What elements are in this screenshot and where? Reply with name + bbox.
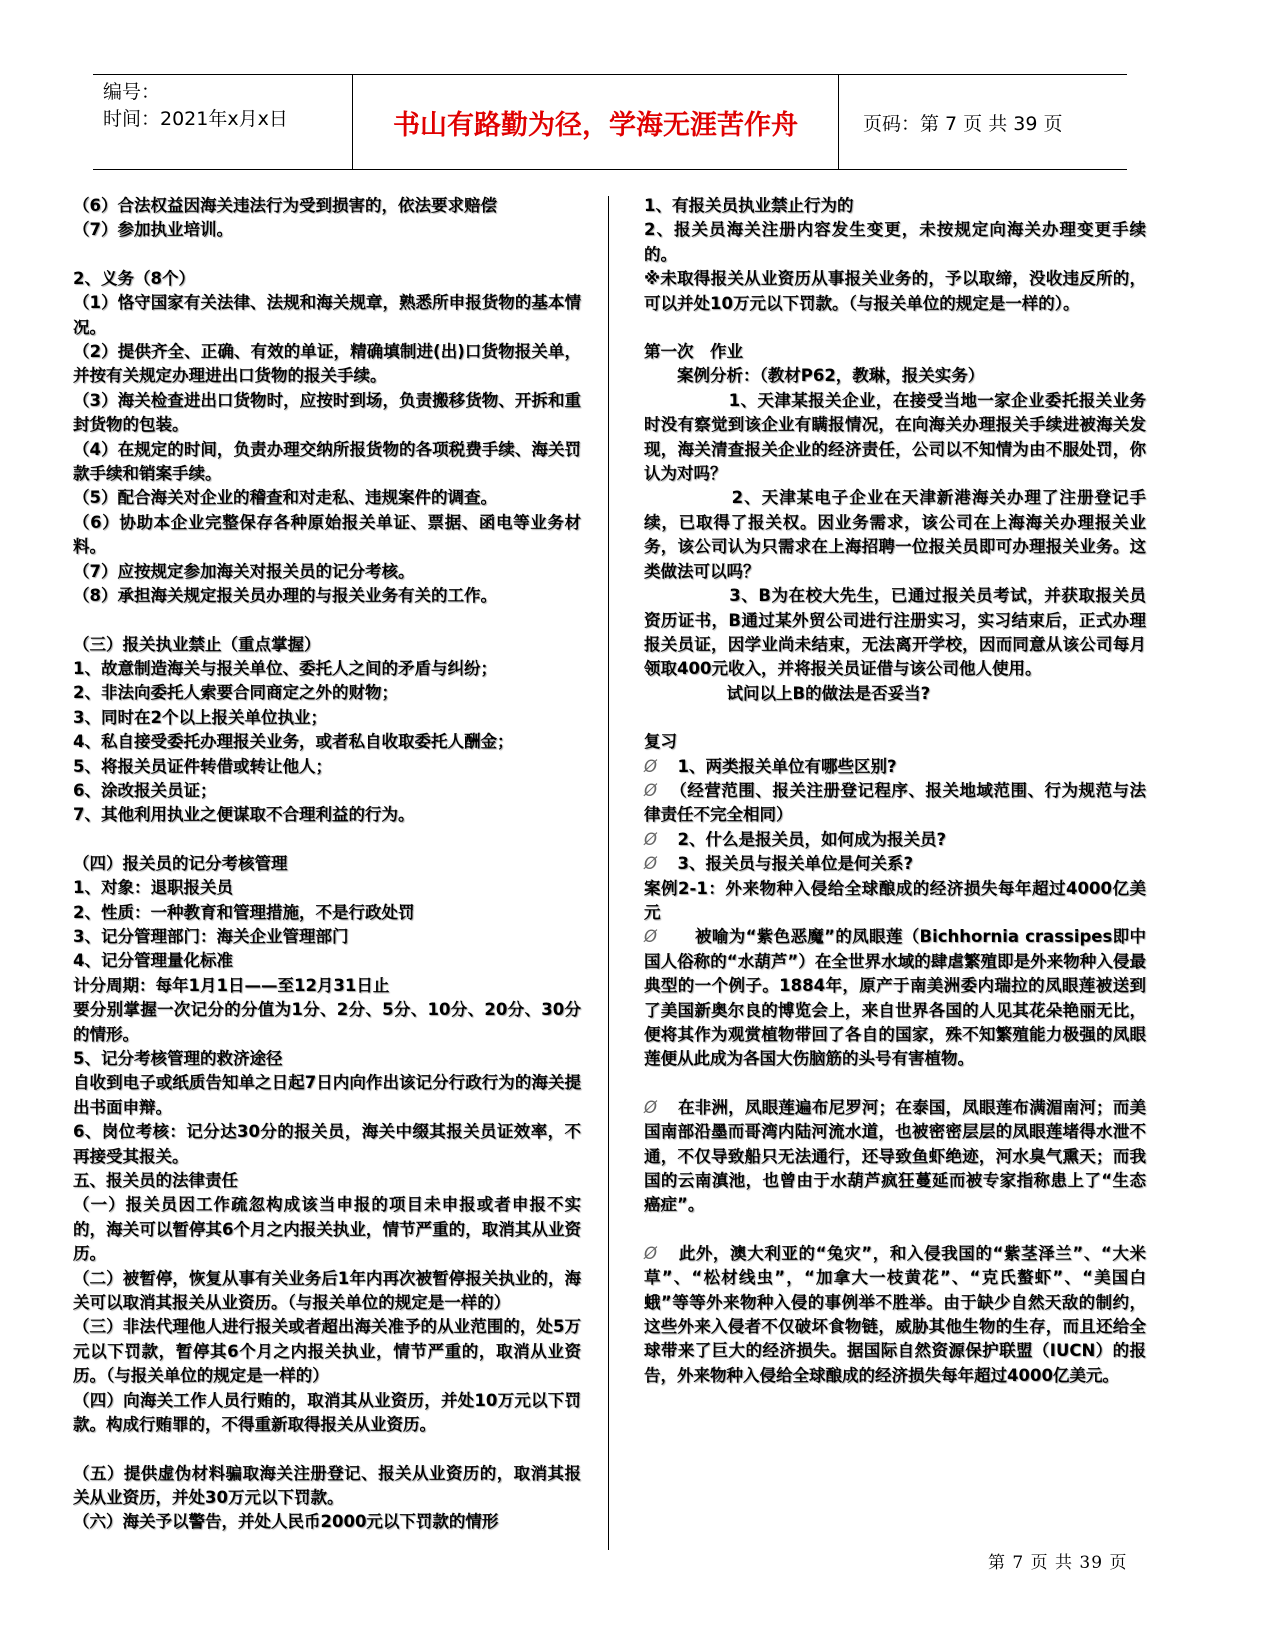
paragraph: [73, 1267, 581, 1316]
paragraph: [73, 657, 581, 681]
paragraph: [644, 828, 1146, 852]
paragraph: [73, 511, 581, 560]
paragraph-text: 2、性质：一种教育和管理措施，不是行政处罚: [73, 902, 415, 922]
left-text-column: [73, 194, 581, 1535]
paragraph: [644, 730, 1146, 754]
paragraph-text: 2、非法向委托人索要合同商定之外的财物；: [73, 683, 398, 703]
paragraph: [73, 803, 581, 827]
bullet-mark-icon: Ø: [644, 829, 657, 849]
paragraph-text: 被喻为“紫色恶魔”的凤眼莲（Bichhornia crassipes即中国人俗称的“水葫芦”）在全世界水域的肆虐繁殖即是外来物种入侵最典型的一个例子。1884年，原产于南美洲委内瑞拉的凤眼莲被送到了美国新奥尔良的博览会上，来自世界各国的人见其花朵艳丽无比，便将其作为观赏植物带回了各自的国家，殊不知繁殖能力极强的凤眼莲便从此成为各国大伤脑筋的头号有害植物。: [644, 927, 1146, 1069]
paragraph-text: 第一次 作业: [644, 342, 743, 362]
paragraph: [73, 1462, 581, 1511]
paragraph: [73, 1120, 581, 1169]
paragraph-text: （8）承担海关规定报关员办理的与报关业务有关的工作。: [73, 586, 497, 606]
paragraph-text: 计分周期：每年1月1日——至12月31日止: [73, 975, 390, 995]
paragraph: [73, 1169, 581, 1193]
page-footer: 第 7 页 共 39 页: [988, 1553, 1128, 1573]
paragraph-text: （7）应按规定参加海关对报关员的记分考核。: [73, 561, 415, 581]
right-text-column: [644, 194, 1146, 1388]
paragraph-text: （二）被暂停，恢复从事有关业务后1年内再次被暂停报关执业的，海关可以取消其报关从业资历。（与报关单位的规定是一样的）: [73, 1268, 581, 1313]
paragraph-text: （四）向海关工作人员行贿的，取消其从业资历，并处10万元以下罚款。构成行贿罪的，不得重新取得报关从业资历。: [73, 1390, 581, 1435]
paragraph-text: 1、故意制造海关与报关单位、委托人之间的矛盾与纠纷；: [73, 658, 497, 678]
paragraph-text: （6）协助本企业完整保存各种原始报关单证、票据、函电等业务材料。: [73, 512, 581, 557]
paragraph-text: 案例分析：（教材P62，教琳，报关实务）: [644, 366, 985, 386]
paragraph-text: 1、对象：退职报关员: [73, 878, 233, 898]
paragraph-text: 1、天津某报关企业，在接受当地一家企业委托报关业务时没有察觉到该企业有瞒报情况，在向海关办理报关手续进被海关发现，海关清查报关企业的经济责任，公司以不知情为由不服处罚，你认为对吗？: [644, 390, 1146, 484]
paragraph: [73, 730, 581, 754]
bullet-mark-icon: Ø: [644, 756, 657, 776]
paragraph-text: （6）合法权益因海关违法行为受到损害的，依法要求赔偿: [73, 196, 497, 215]
document-time-label: 时间：2021年x月x日: [103, 108, 288, 130]
header-page-info: 页码：第 7 页 共 39 页: [863, 112, 1063, 135]
paragraph-text: 2、报关员海关注册内容发生变更，未按规定向海关办理变更手续的。: [644, 220, 1146, 264]
paragraph-text: 自收到电子或纸质告知单之日起7日内向作出该记分行政行为的海关提出书面申辩。: [73, 1073, 581, 1117]
paragraph: [73, 681, 581, 705]
paragraph: [73, 1315, 581, 1388]
paragraph-text: （4）在规定的时间，负责办理交纳所报货物的各项税费手续、海关罚款手续和销案手续。: [73, 439, 581, 484]
paragraph: [73, 486, 581, 510]
paragraph: [644, 682, 1146, 706]
paragraph-text: 5、将报关员证件转借或转让他人；: [73, 756, 332, 776]
paragraph-text: （五）提供虚伪材料骗取海关注册登记、报关从业资历的，取消其报关从业资历，并处30万元以下罚款。: [73, 1463, 581, 1507]
paragraph-text: 2、天津某电子企业在天津新港海关办理了注册登记手续，已取得了报关权。因业务需求，该公司在上海海关办理报关业务，该公司认为只需求在上海招聘一位报关员即可办理报关业务。这类做法可以吗？: [644, 488, 1146, 581]
paragraph-text: 此外，澳大利亚的“兔灾”，和入侵我国的“紫茎泽兰”、“大米草”、“松材线虫”，“加拿大一枝黄花”、“克氏螯虾”、“美国白蛾”等等外来物种入侵的事例举不胜举。由于缺少自然天敌的制约，这些外来入侵者不仅破坏食物链，威胁其他生物的生存，而且还给全球带来了巨大的经济损失。据国际自然资源保护联盟（IUCN）的报告，外来物种入侵给全球酿成的经济损失每年超过4000亿美元。: [644, 1243, 1146, 1385]
paragraph-text: ※未取得报关从业资历从事报关业务的，予以取缔，没收违反所的，可以并处10万元以下罚款。（与报关单位的规定是一样的）。: [644, 269, 1146, 313]
paragraph-text: 3、同时在2个以上报关单位执业；: [73, 707, 327, 727]
paragraph: [644, 1096, 1146, 1218]
paragraph-text: 要分别掌握一次记分的分值为1分、2分、5分、10分、20分、30分的情形。: [73, 1000, 581, 1044]
paragraph-text: （7）参加执业培训。: [73, 220, 233, 240]
paragraph-text: 4、私自接受委托办理报关业务，或者私自收取委托人酬金；: [73, 732, 514, 752]
paragraph: [73, 340, 581, 389]
paragraph: [644, 925, 1146, 1071]
paragraph: [644, 364, 1146, 388]
paragraph: [73, 218, 581, 242]
paragraph: [73, 974, 581, 998]
paragraph-text: 试问以上B的做法是否妥当?: [644, 683, 931, 703]
paragraph-text: 复习: [644, 732, 677, 752]
paragraph: [73, 876, 581, 900]
paragraph: [644, 584, 1146, 682]
paragraph: [73, 925, 581, 949]
paragraph-text: （一）报关员因工作疏忽构成该当申报的项目未申报或者申报不实的，海关可以暂停其6个月之内报关执业，情节严重的，取消其从业资历。: [73, 1195, 581, 1264]
bullet-mark-icon: Ø: [644, 927, 657, 947]
paragraph-text: 五、报关员的法律责任: [73, 1171, 238, 1191]
paragraph: [73, 1389, 581, 1438]
paragraph-text: 案例2-1：外来物种入侵给全球酿成的经济损失每年超过4000亿美元: [644, 878, 1146, 922]
paragraph-text: （经营范围、报关注册登记程序、报关地域范围、行为规范与法律责任不完全相同）: [644, 780, 1146, 825]
paragraph-text: （三）报关执业禁止（重点掌握）: [73, 634, 321, 654]
paragraph-text: 在非洲，凤眼莲遍布尼罗河；在泰国，凤眼莲布满湄南河；而美国南部沿墨而哥湾内陆河流水道，也被密密层层的凤眼莲堵得水泄不通，不仅导致船只无法通行，还导致鱼虾绝迹，河水臭气熏天；而我国的云南滇池，也曾由于水葫芦疯狂蔓延而被专家指称患上了“生态癌症”。: [644, 1097, 1146, 1215]
bullet-mark-icon: Ø: [644, 1243, 657, 1263]
paragraph-text: （2）提供齐全、正确、有效的单证，精确填制进(出)口货物报关单，并按有关规定办理进出口货物的报关手续。: [73, 342, 581, 386]
bullet-mark-icon: Ø: [644, 854, 657, 874]
paragraph: [73, 438, 581, 487]
paragraph: [644, 218, 1146, 267]
paragraph-text: （三）非法代理他人进行报关或者超出海关准予的从业范围的，处5万元以下罚款，暂停其6个月之内报关执业，情节严重的，取消从业资历。（与报关单位的规定是一样的）: [73, 1317, 581, 1386]
paragraph-text: 2、义务（8个）: [73, 268, 195, 288]
paragraph: [644, 267, 1146, 316]
paragraph-text: 2、什么是报关员，如何成为报关员?: [661, 829, 947, 849]
header-motto: 书山有路勤为径，学海无涯苦作舟: [352, 75, 839, 169]
paragraph-text: （1）恪守国家有关法律、法规和海关规章，熟悉所申报货物的基本情况。: [73, 293, 581, 337]
paragraph: [73, 194, 581, 218]
paragraph: [73, 389, 581, 438]
paragraph: [73, 901, 581, 925]
paragraph: [73, 291, 581, 340]
paragraph-text: 3、记分管理部门：海关企业管理部门: [73, 926, 349, 946]
paragraph: [73, 1510, 581, 1534]
paragraph: [73, 633, 581, 657]
paragraph: [73, 1047, 581, 1071]
paragraph: [73, 1071, 581, 1120]
paragraph: [644, 486, 1146, 584]
column-divider: [608, 196, 609, 1550]
paragraph: [644, 779, 1146, 828]
paragraph: [73, 267, 581, 291]
bullet-mark-icon: Ø: [644, 780, 657, 800]
paragraph: [644, 340, 1146, 364]
bullet-mark-icon: Ø: [644, 1097, 657, 1117]
paragraph: [644, 389, 1146, 487]
paragraph-text: 3、报关员与报关单位是何关系?: [661, 854, 914, 874]
paragraph-text: 4、记分管理量化标准: [73, 951, 233, 971]
paragraph-text: （3）海关检查进出口货物时，应按时到场，负责搬移货物、开拆和重封货物的包装。: [73, 390, 581, 435]
paragraph-text: 7、其他利用执业之便谋取不合理利益的行为。: [73, 805, 415, 825]
paragraph: [73, 755, 581, 779]
paragraph: [644, 194, 1146, 218]
header-meta: [103, 75, 348, 173]
paragraph: [644, 755, 1146, 779]
paragraph: [644, 1242, 1146, 1388]
paragraph: [73, 1193, 581, 1266]
paragraph: [73, 998, 581, 1047]
paragraph-text: 1、有报关员执业禁止行为的: [644, 196, 854, 215]
paragraph: [73, 949, 581, 973]
paragraph-text: 6、涂改报关员证；: [73, 780, 217, 800]
paragraph-text: （四）报关员的记分考核管理: [73, 853, 288, 873]
paragraph: [73, 560, 581, 584]
paragraph-text: 6、岗位考核：记分达30分的报关员，海关中缀其报关员证效率，不再接受其报关。: [73, 1122, 581, 1166]
paragraph: [73, 852, 581, 876]
paragraph: [73, 584, 581, 608]
paragraph-text: 5、记分考核管理的救济途径: [73, 1049, 283, 1068]
paragraph-text: （5）配合海关对企业的稽查和对走私、违规案件的调查。: [73, 488, 497, 508]
paragraph: [73, 706, 581, 730]
paragraph-text: 1、两类报关单位有哪些区别?: [661, 756, 897, 776]
page-header: [93, 74, 1127, 170]
paragraph: [644, 877, 1146, 926]
document-number-label: 编号：: [103, 81, 161, 103]
paragraph-text: 3、B为在校大先生，已通过报关员考试，并获取报关员资历证书，B通过某外贸公司进行注册实习，实习结束后，正式办理报关员证，因学业尚未结束，无法离开学校，因而同意从该公司每月领取400元收入，并将报关员证借与该公司他人使用。: [644, 586, 1146, 679]
paragraph: [73, 779, 581, 803]
paragraph-text: （六）海关予以警告，并处人民币2000元以下罚款的情形: [73, 1512, 499, 1532]
paragraph: [644, 852, 1146, 876]
